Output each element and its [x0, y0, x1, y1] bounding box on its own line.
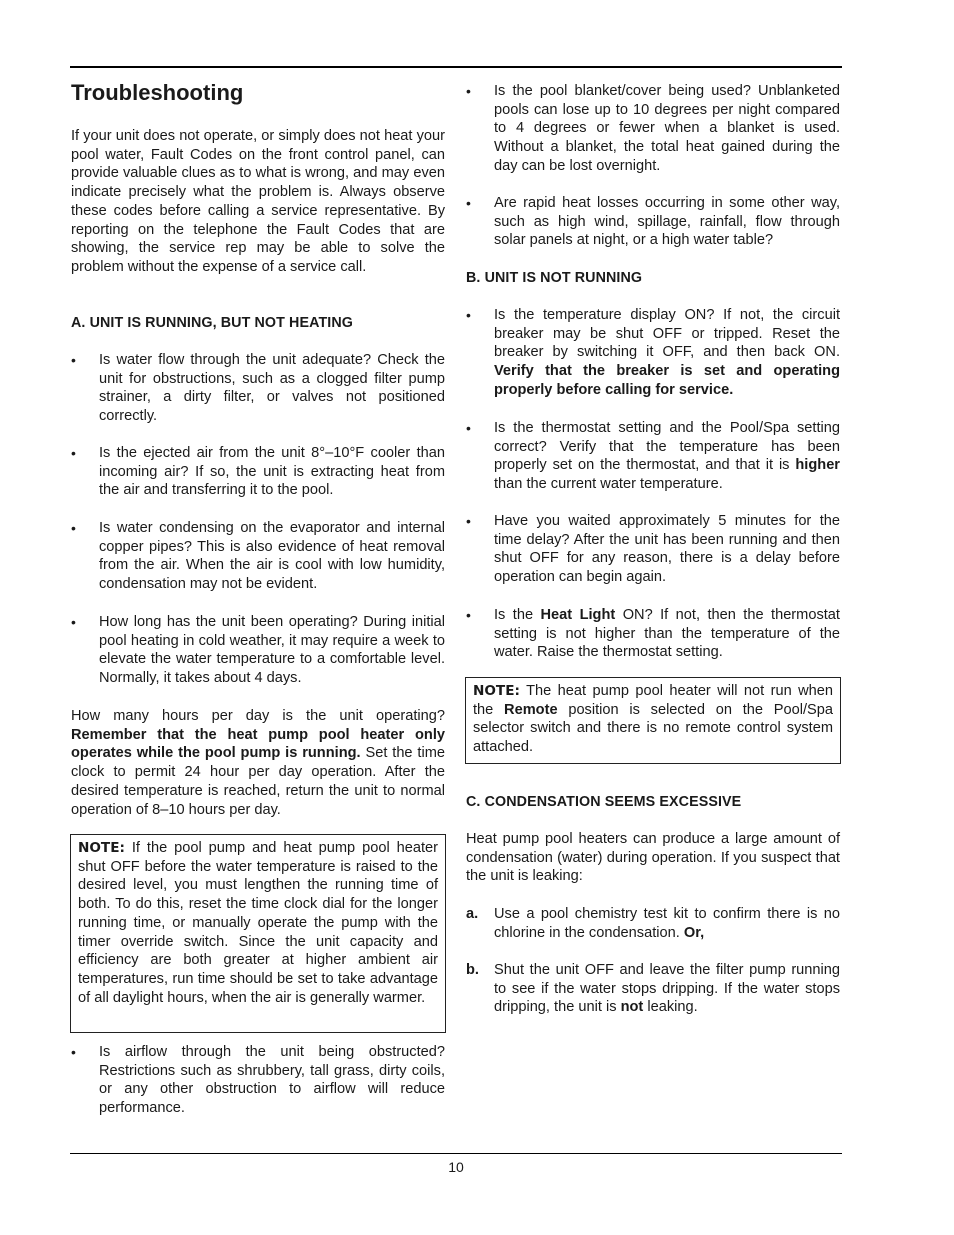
bottom-rule: [70, 1153, 842, 1154]
bullet-icon: •: [466, 513, 471, 529]
list-item-text: Is water flow through the unit adequate? Check the unit for obstructions, such as a clogged filter pump strainer, a dirty filter, or valves not positioned correctly.: [99, 352, 445, 425]
list-marker: b.: [466, 962, 479, 978]
section-c-heading: C. CONDENSATION SEEMS EXCESSIVE: [466, 794, 742, 810]
hours-question: How many hours per day is the unit operating?: [71, 708, 445, 724]
cb-emphasis: not: [620, 999, 644, 1016]
list-item-text: [494, 905, 840, 942]
note-pre: The heat pump pool heater will not run when the: [473, 683, 833, 718]
bullet-icon: •: [71, 1044, 76, 1060]
page-number: 10: [448, 1159, 464, 1175]
intro-paragraph: If your unit does not operate, or simply does not heat your pool water, Fault Codes on the front control panel, can provide valuable clues as to what is wrong, and may even indicate precisely what the problem is. Always observe these codes before calling a service representative. By reporting on the telephone the Fault Codes that are showing, the service rep may be able to solve the problem without the expense of a service call.: [71, 128, 445, 275]
list-item-text: Are rapid heat losses occurring in some other way, such as high wind, spillage, rainfall, flow through solar panels at night, or a high water table?: [494, 195, 840, 249]
b1-text: Is the temperature display ON? If not, the circuit breaker may be shut OFF or tripped. Reset the breaker by switching it OFF, and then back ON.: [494, 307, 840, 361]
hours-paragraph: [71, 707, 445, 819]
list-item-text: Is the ejected air from the unit 8°–10°F cooler than incoming air? If so, the unit is extracting heat from the air and transferring it to the pool.: [99, 445, 445, 499]
note-label: NOTE:: [78, 840, 125, 856]
list-item: [71, 613, 445, 688]
bullet-icon: •: [466, 420, 471, 436]
condensation-intro: Heat pump pool heaters can produce a large amount of condensation (water) during operation. If you suspect that the unit is leaking:: [466, 831, 840, 885]
list-item: [71, 444, 445, 500]
note-label: NOTE:: [473, 683, 520, 699]
list-item: [466, 606, 840, 662]
list-item: [71, 1043, 445, 1118]
list-item-text: How long has the unit been operating? During initial pool heating in cold weather, it may require a week to elevate the water temperature to a comfortable level. Normally, it takes about 4 days.: [99, 614, 445, 687]
bullet-icon: •: [466, 83, 471, 99]
note-emphasis: Remote: [504, 701, 558, 718]
b1-emphasis: Verify that the breaker is set and operating properly before calling for service.: [494, 363, 840, 398]
list-item: [466, 905, 840, 942]
list-marker: a.: [466, 906, 479, 922]
list-item-text: [494, 306, 840, 400]
list-item: [466, 512, 840, 587]
note-box: [465, 677, 841, 764]
list-item-text: Is water condensing on the evaporator and internal copper pipes? This is also evidence of heat removal from the air. When the air is cool with low humidity, condensation may not be evident.: [99, 520, 445, 593]
list-item-text: [494, 961, 840, 1017]
section-b-heading: B. UNIT IS NOT RUNNING: [466, 270, 643, 286]
bullet-icon: •: [71, 352, 76, 368]
top-rule: [70, 66, 842, 68]
bullet-icon: •: [466, 195, 471, 211]
b4-emphasis: Heat Light: [540, 607, 616, 623]
note-box: [70, 834, 446, 1033]
list-item-text: Have you waited approximately 5 minutes for the time delay? After the unit has been running and then shut OFF for any reason, there is a delay before operation can begin again.: [494, 513, 840, 586]
list-item: [466, 961, 840, 1017]
ca-emphasis: Or,: [683, 924, 705, 941]
cb-rest: leaking.: [647, 999, 698, 1016]
list-item-text: Is the pool blanket/cover being used? Unblanketed pools can lose up to 10 degrees per night compared to 4 degrees or fewer when a blanket is used. Without a blanket, the total heat gained during the day can be lost overnight.: [494, 83, 840, 174]
cb-text: Shut the unit OFF and leave the filter pump running to see if the water stops dripping. If the water stops dripping, the unit is: [494, 962, 840, 1016]
list-item: [466, 306, 840, 400]
bullet-icon: •: [71, 445, 76, 461]
b4-pre: Is the: [494, 607, 534, 623]
section-a-heading: A. UNIT IS RUNNING, BUT NOT HEATING: [71, 315, 354, 331]
list-item: [466, 82, 840, 176]
hours-rest: Set the time clock to permit 24 hour per day operation. After the desired temperature is reached, return the unit to normal operation of 8–10 hours per day.: [71, 745, 445, 818]
list-item: [466, 194, 840, 250]
b4-rest: ON? If not, then the thermostat setting is not higher than the temperature of the water. Raise the thermostat setting.: [494, 607, 840, 661]
note-text: [473, 682, 833, 757]
list-item-text: Is airflow through the unit being obstructed? Restrictions such as shrubbery, tall grass, dirty coils, or any other obstruction to airflow will reduce performance.: [99, 1044, 445, 1117]
bullet-icon: •: [466, 307, 471, 323]
list-item-text: [494, 606, 840, 662]
ca-text: Use a pool chemistry test kit to confirm there is no chlorine in the condensation.: [494, 906, 840, 941]
list-item: [71, 519, 445, 594]
list-item-text: [494, 419, 840, 494]
list-item: [466, 419, 840, 494]
b2-text: Is the thermostat setting and the Pool/Spa setting correct? Verify that the temperature has been properly set on the thermostat, and that it is: [494, 420, 840, 474]
note-rest: position is selected on the Pool/Spa selector switch and there is no remote control system attached.: [473, 701, 833, 756]
bullet-icon: •: [466, 607, 471, 623]
bullet-icon: •: [71, 520, 76, 536]
b2-emphasis: higher: [795, 457, 840, 474]
note-body: If the pool pump and heat pump pool heater shut OFF before the water temperature is raised to the desired level, you must lengthen the running time of both. To do this, reset the time clock dial for the longer running time, or manually operate the pump with the timer override switch. Since the unit capacity and efficiency are both greater at higher ambient air temperatures, run time should be set to take advantage of all daylight hours, when the air is generally warmer.: [78, 840, 438, 1006]
list-item: [71, 351, 445, 426]
b2-rest: than the current water temperature.: [494, 476, 723, 493]
hours-emphasis: Remember that the heat pump pool heater only operates while the pool pump is running.: [71, 726, 445, 762]
bullet-icon: •: [71, 614, 76, 630]
note-text: [78, 839, 438, 1007]
page-title: Troubleshooting: [71, 80, 244, 105]
